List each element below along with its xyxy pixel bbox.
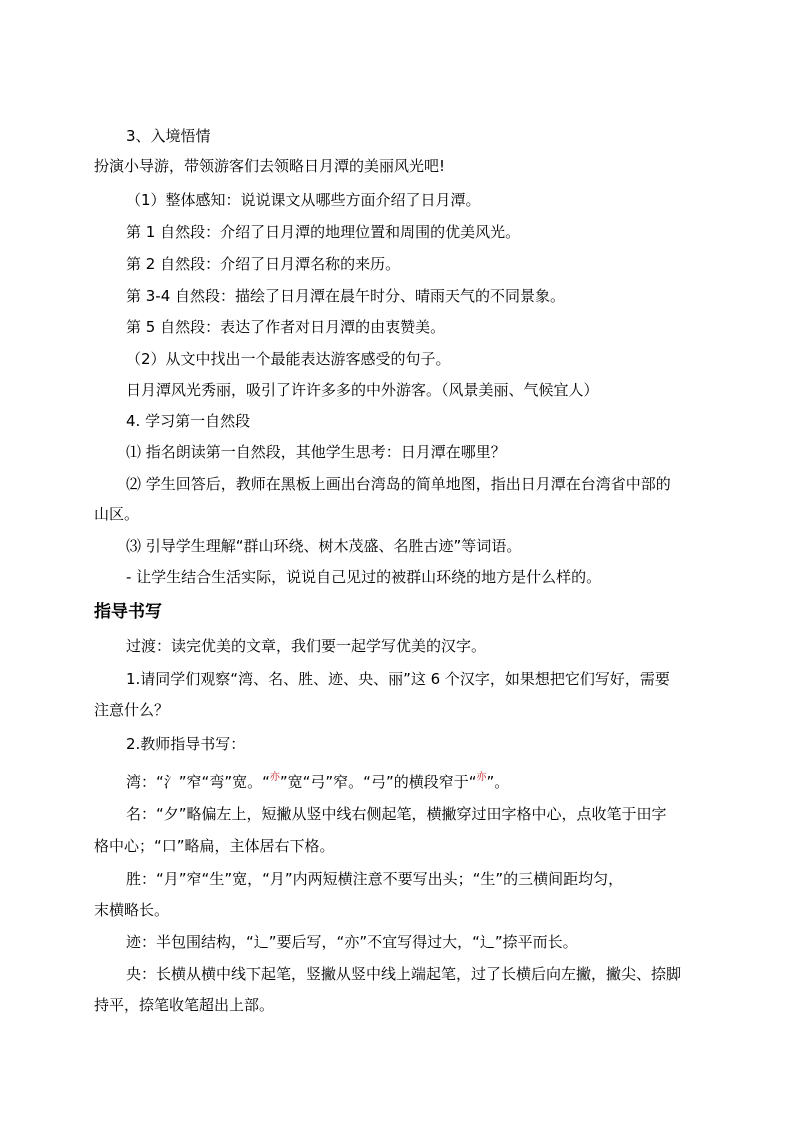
writing-heading: 指导书写 xyxy=(94,602,162,622)
section3-answer: 日月潭风光秀丽，吸引了许许多多的中外游客。（风景美丽、气候宜人） xyxy=(126,381,599,399)
guide-wan-text-2: ”宽“弓”窄。“弓”的横段窄于“ xyxy=(279,773,477,791)
red-character-1: 亦 xyxy=(269,772,280,783)
paragraph-summary-3: 第 3-4 自然段：描绘了日月潭在晨午时分、晴雨天气的不同景象。 xyxy=(126,287,566,305)
section3-question2: （2）从文中找出一个最能表达游客感受的句子。 xyxy=(126,350,451,368)
guide-wan-text-3: ”。 xyxy=(486,773,510,791)
guide-ming-line1: 名：“夕”略偏左上，短撇从竖中线右侧起笔，横撇穿过田字格中心，点收笔于田字 xyxy=(126,805,667,823)
section3-title: 3、入境悟情 xyxy=(126,127,211,145)
section4-item-4: - 让学生结合生活实际，说说自己见过的被群山环绕的地方是什么样的。 xyxy=(126,568,602,586)
paragraph-summary-4: 第 5 自然段：表达了作者对日月潭的由衷赞美。 xyxy=(126,318,446,336)
section4-item-3: ⑶ 引导学生理解“群山环绕、树木茂盛、名胜古迹”等词语。 xyxy=(126,537,522,555)
paragraph-summary-2: 第 2 自然段：介绍了日月潭名称的来历。 xyxy=(126,255,401,273)
section3-question1: （1）整体感知：说说课文从哪些方面介绍了日月潭。 xyxy=(126,191,481,209)
writing-step2: 2.教师指导书写： xyxy=(126,735,246,753)
section4-item-2-line1: ⑵ 学生回答后，教师在黑板上画出台湾岛的简单地图，指出日月潭在台湾省中部的 xyxy=(126,475,671,493)
writing-step1-line1: 1.请同学们观察“湾、名、胜、迹、央、丽”这 6 个汉字，如果想把它们写好，需要 xyxy=(126,670,670,688)
guide-sheng-line2: 末横略长。 xyxy=(94,901,170,919)
section4-item-2-line2: 山区。 xyxy=(94,505,140,523)
guide-wan xyxy=(126,772,509,795)
section3-intro: 扮演小导游，带领游客们去领略日月潭的美丽风光吧! xyxy=(94,157,446,175)
guide-sheng-line1: 胜：“月”窄“生”宽，“月”内两短横注意不要写出头；“生”的三横间距均匀， xyxy=(126,870,624,888)
guide-ji: 迹：半包围结构，“辶”要后写，“亦”不宜写得过大，“辶”捺平而长。 xyxy=(126,933,578,951)
guide-yang-line2: 持平，捺笔收笔超出上部。 xyxy=(94,996,275,1014)
writing-transition: 过渡：读完优美的文章，我们要一起学写优美的汉字。 xyxy=(126,637,487,655)
guide-wan-text-1: 湾：“氵”窄“弯”宽。“ xyxy=(126,773,270,791)
writing-step1-line2: 注意什么？ xyxy=(94,701,170,719)
section4-item-1: ⑴ 指名朗读第一自然段，其他学生思考：日月潭在哪里？ xyxy=(126,443,506,461)
guide-yang-line1: 央：长横从横中线下起笔，竖撇从竖中线上端起笔，过了长横后向左撇，撇尖、捺脚 xyxy=(126,965,682,983)
section4-title: 4. 学习第一自然段 xyxy=(126,412,251,430)
guide-ming-line2: 格中心；“口”略扁，主体居右下格。 xyxy=(94,837,335,855)
paragraph-summary-1: 第 1 自然段：介绍了日月潭的地理位置和周围的优美风光。 xyxy=(126,223,521,241)
red-character-2: 亦 xyxy=(476,772,487,783)
